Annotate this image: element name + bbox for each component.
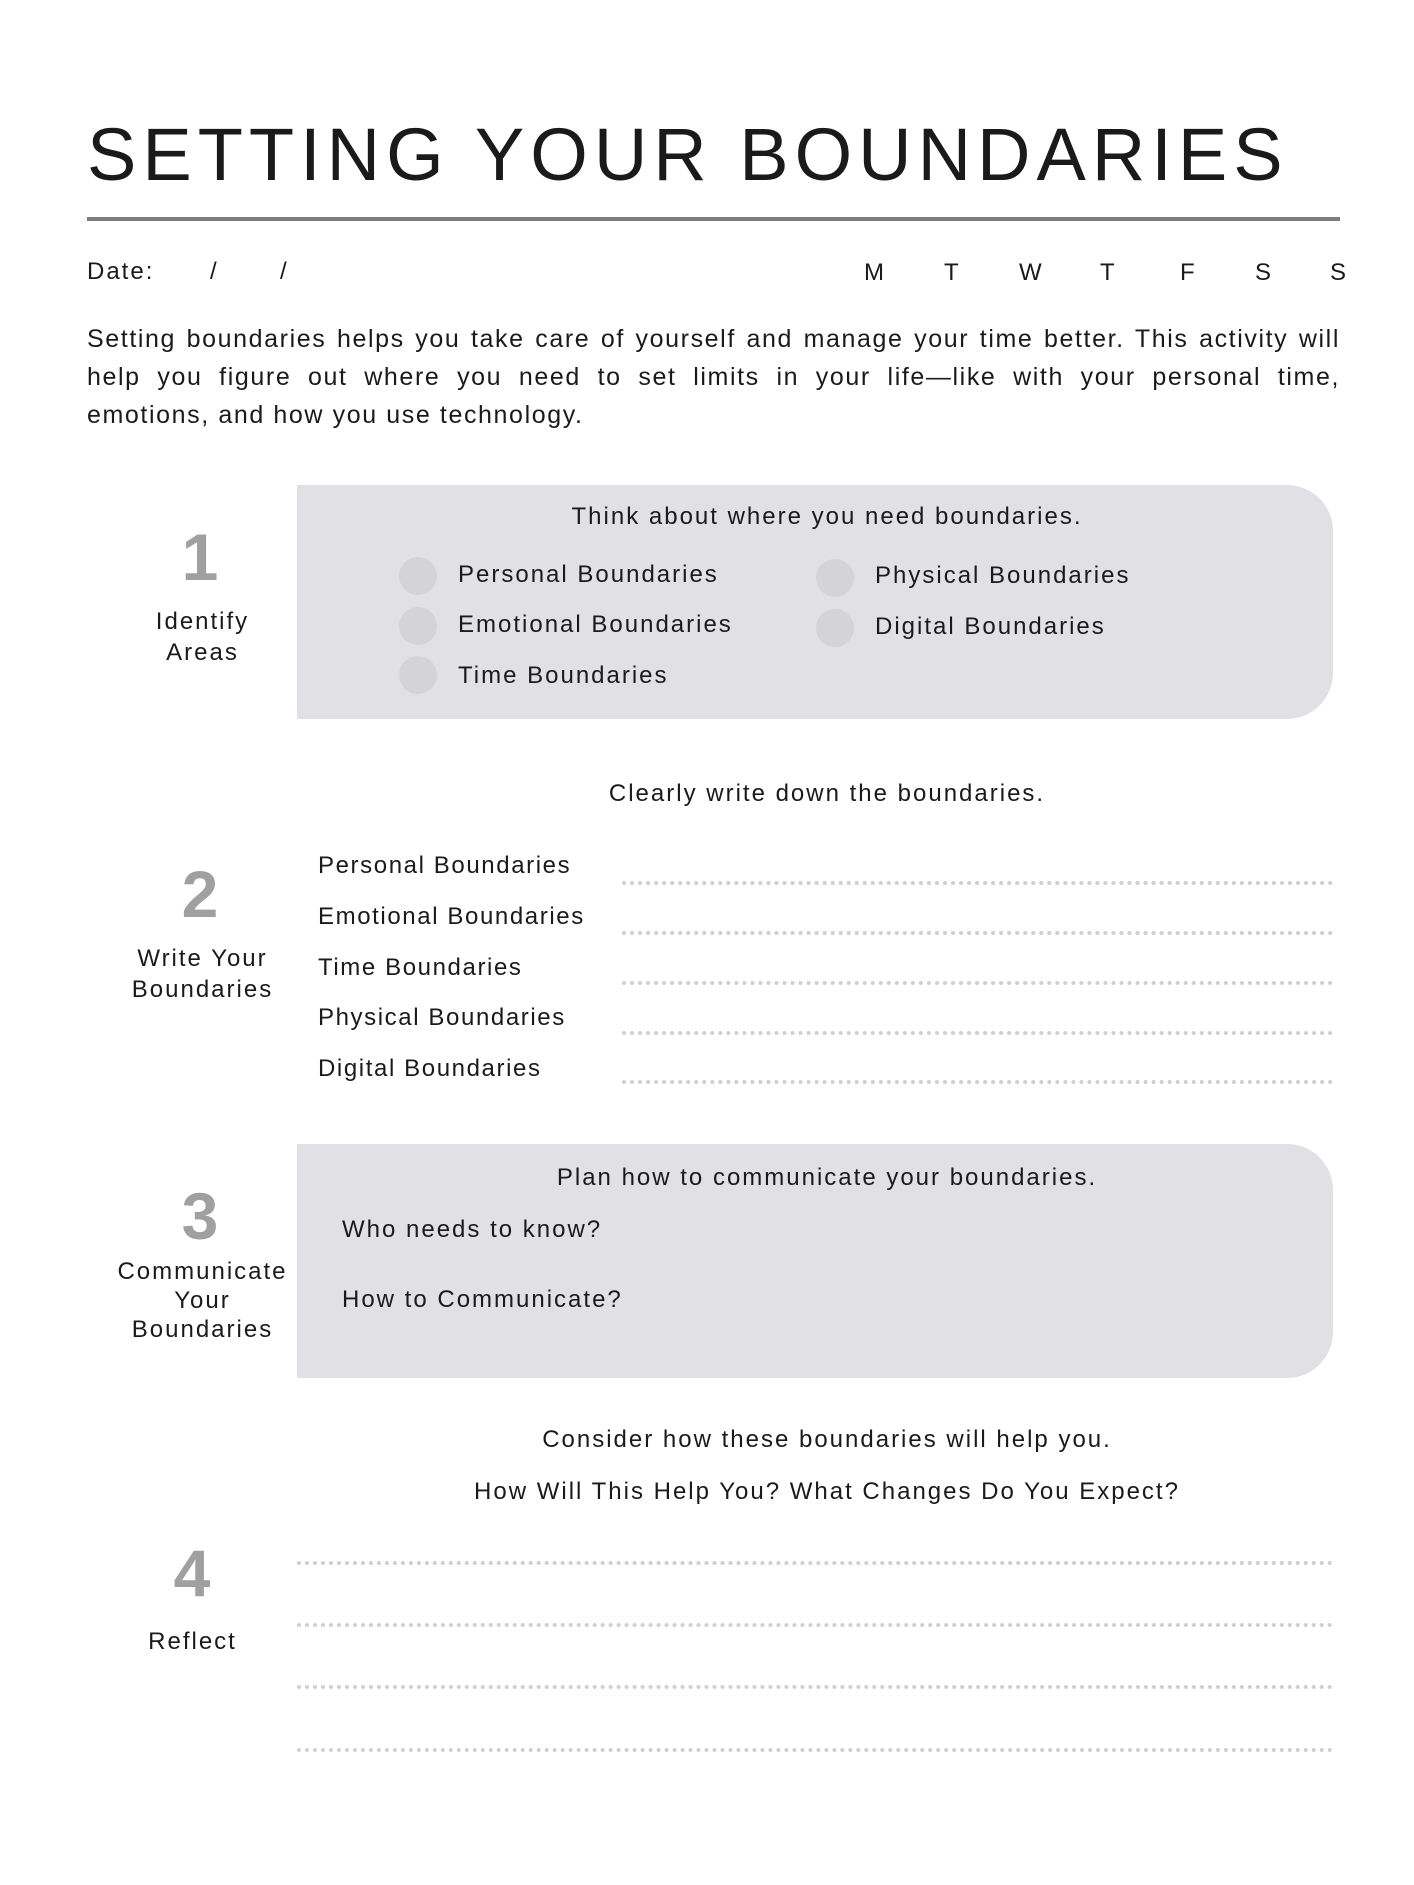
day-saturday[interactable]: S [1255, 259, 1273, 286]
reflect-line[interactable] [297, 1685, 1333, 1689]
step-number-3: 3 [181, 1179, 219, 1253]
field-time-line[interactable] [622, 981, 1333, 985]
step-name-identify: Identify Areas [155, 608, 250, 666]
identify-prompt: Think about where you need boundaries. [571, 503, 1083, 530]
date-label: Date: [87, 258, 155, 285]
day-wednesday[interactable]: W [1019, 259, 1043, 286]
reflect-line[interactable] [297, 1748, 1333, 1752]
reflect-line[interactable] [297, 1561, 1333, 1565]
page-title: SETTING YOUR BOUNDARIES [87, 113, 1289, 196]
option-time-label: Time Boundaries [458, 662, 669, 689]
field-personal-label: Personal Boundaries [318, 852, 572, 879]
option-physical-label: Physical Boundaries [875, 562, 1131, 589]
question-who[interactable]: Who needs to know? [342, 1216, 603, 1243]
checkbox-physical[interactable] [816, 559, 854, 597]
title-divider [87, 217, 1340, 221]
day-sunday[interactable]: S [1330, 259, 1348, 286]
reflect-question: How Will This Help You? What Changes Do You Expect? [474, 1478, 1180, 1505]
write-prompt: Clearly write down the boundaries. [608, 780, 1046, 807]
field-emotional-line[interactable] [622, 931, 1333, 935]
step-name-write: Write Your Boundaries [131, 945, 274, 1003]
step-number-1: 1 [181, 520, 219, 594]
field-personal-line[interactable] [622, 881, 1333, 885]
intro-paragraph: Setting boundaries helps you take care of yourself and manage your time better. This activity will help you figure out where you need to set limits in your life—like with your personal time, emotions, and how you use technology. [87, 325, 1340, 429]
field-physical-label: Physical Boundaries [318, 1004, 566, 1031]
field-digital-label: Digital Boundaries [318, 1055, 542, 1082]
field-emotional-label: Emotional Boundaries [318, 903, 585, 930]
field-physical-line[interactable] [622, 1031, 1333, 1035]
field-time-label: Time Boundaries [318, 954, 523, 981]
date-field[interactable] [87, 258, 289, 286]
date-separator: / [280, 258, 289, 285]
checkbox-emotional[interactable] [399, 607, 437, 645]
reflect-prompt: Consider how these boundaries will help you. [542, 1426, 1112, 1453]
field-digital-line[interactable] [622, 1080, 1333, 1084]
reflect-line[interactable] [297, 1623, 1333, 1627]
date-separator: / [210, 258, 219, 285]
option-digital-label: Digital Boundaries [875, 613, 1106, 640]
day-friday[interactable]: F [1180, 259, 1196, 286]
checkbox-digital[interactable] [816, 609, 854, 647]
checkbox-personal[interactable] [399, 557, 437, 595]
communicate-prompt: Plan how to communicate your boundaries. [556, 1164, 1098, 1191]
question-how[interactable]: How to Communicate? [342, 1286, 623, 1313]
step-name-communicate: Communicate Your Boundaries [117, 1258, 288, 1343]
step-number-4: 4 [173, 1536, 211, 1610]
option-personal-label: Personal Boundaries [458, 561, 719, 588]
day-tuesday[interactable]: T [944, 259, 960, 286]
day-monday[interactable]: M [864, 259, 885, 286]
day-thursday[interactable]: T [1100, 259, 1116, 286]
step-number-2: 2 [181, 857, 219, 931]
option-emotional-label: Emotional Boundaries [458, 611, 733, 638]
step-name-reflect: Reflect [148, 1628, 237, 1655]
checkbox-time[interactable] [399, 656, 437, 694]
